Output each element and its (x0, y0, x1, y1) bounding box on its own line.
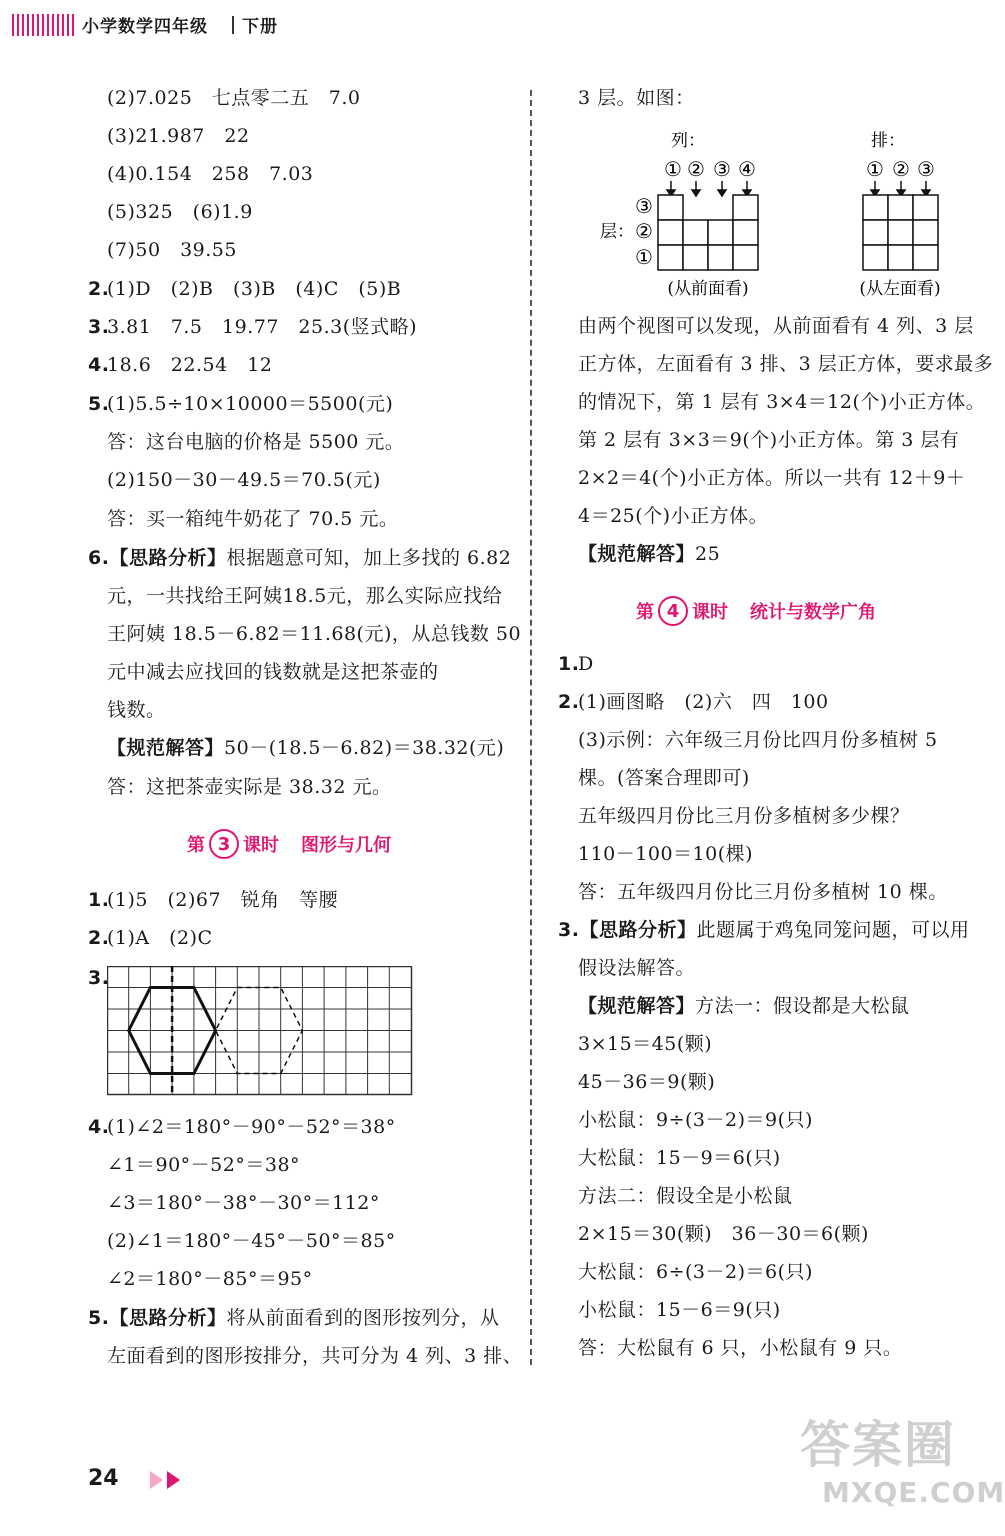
answer-line: 3.81 7.5 19.77 25.3(竖式略) (107, 316, 418, 338)
watermark-en: MXQE.COM (822, 1476, 1005, 1509)
section-heading-3 (187, 829, 391, 859)
answer-line: D (578, 653, 594, 675)
left-view-caption: (从左面看) (859, 279, 941, 299)
question-number: 1. (558, 653, 580, 675)
layer-2-marker: ② (635, 219, 653, 243)
answer-line (578, 542, 720, 566)
answer-line: 3 层。如图： (578, 87, 695, 109)
analysis-tag: 【思路分析】 (109, 547, 227, 569)
front-column-numbers (664, 157, 756, 181)
answer-line: 大松鼠：6÷(3－2)＝6(只) (578, 1261, 813, 1283)
answer-line: 4＝25(个)小正方体。 (578, 505, 769, 527)
section-suffix: 课时 (243, 835, 279, 856)
question-number: 3. (88, 967, 110, 989)
answer-line: (1)5.5÷10×10000＝5500(元) (107, 393, 394, 415)
answer-line: (3)21.987 22 (107, 125, 250, 147)
answer-line: 答：这台电脑的价格是 5500 元。 (107, 431, 405, 453)
question-number: 3. (88, 316, 110, 338)
answer-line: (2)150－30－49.5＝70.5(元) (107, 469, 381, 491)
answer-line: 元，一共找给王阿姨18.5元，那么实际应找给 (107, 585, 503, 607)
answer-line: 小松鼠：9÷(3－2)＝9(只) (578, 1109, 813, 1131)
analysis-tag: 【思路分析】 (109, 1307, 227, 1329)
analysis-text: 此题属于鸡兔同笼问题，可以用 (696, 919, 970, 941)
row-3-marker: ③ (917, 157, 935, 181)
answer-line: (7)50 39.55 (107, 239, 237, 261)
left-arrows (871, 181, 930, 196)
answer-line: 由两个视图可以发现，从前面看有 4 列、3 层 (578, 315, 974, 337)
answer-line: 假设法解答。 (578, 957, 696, 979)
analysis-text: 根据题意可知，加上多找的 6.82 (226, 547, 512, 569)
section-suffix: 课时 (692, 602, 728, 623)
front-arrows (667, 181, 751, 196)
answer-line: ∠2＝180°－85°＝95° (107, 1268, 313, 1290)
answer-line: 2×2＝4(个)小正方体。所以一共有 12＋9＋ (578, 467, 966, 489)
front-view-caption: (从前面看) (667, 279, 749, 299)
section-number-badge: 4 (658, 596, 688, 626)
arrow-decoration-icon (167, 1471, 180, 1489)
section-number-badge: 3 (209, 829, 239, 859)
hexagon-grid-figure (107, 966, 413, 1096)
answer-line: (4)0.154 258 7.03 (107, 163, 314, 185)
section-title: 统计与数学广角 (750, 602, 876, 623)
answer-line: 方法二：假设全是小松鼠 (578, 1185, 793, 1207)
answer-line: (1)5 (2)67 锐角 等腰 (107, 889, 339, 911)
arrow-decoration-icon (150, 1471, 163, 1489)
answer-line: 18.6 22.54 12 (107, 354, 273, 376)
answer-line: 王阿姨 18.5－6.82＝11.68(元)，从总钱数 50 (107, 623, 522, 645)
solution-text: 50－(18.5－6.82)＝38.32(元) (224, 737, 505, 759)
layer-numbers (635, 194, 653, 269)
answer-line: (1)A (2)C (107, 927, 213, 949)
solution-tag: 【规范解答】 (578, 995, 696, 1017)
answer-line: 元中减去应找回的钱数就是这把茶壶的 (107, 661, 439, 683)
question-number: 5. (88, 393, 110, 415)
question-number: 4. (88, 1116, 110, 1138)
answer-line: 答：这把茶壶实际是 38.32 元。 (107, 776, 392, 798)
layer-1-marker: ① (635, 245, 653, 269)
column-label: 列： (671, 131, 705, 151)
section-heading-4 (636, 596, 876, 626)
answer-line: 110－100＝10(棵) (578, 843, 754, 865)
answer-line: 钱数。 (107, 699, 166, 721)
answer-line: (2)∠1＝180°－45°－50°＝85° (107, 1230, 396, 1252)
question-number: 5. (88, 1307, 110, 1329)
answer-line: (1)D (2)B (3)B (4)C (5)B (107, 278, 402, 300)
answer-line (578, 994, 910, 1018)
row-1-marker: ① (866, 157, 884, 181)
layer-3-marker: ③ (635, 194, 653, 218)
answer-line: 45－36＝9(颗) (578, 1071, 716, 1093)
col-3-marker: ③ (713, 157, 731, 181)
answer-line: 答：五年级四月份比三月份多植树 10 棵。 (578, 881, 948, 903)
answer-line: (3)示例：六年级三月份比四月份多植树 5 (578, 729, 938, 751)
watermark-cn: 答案圈 (800, 1416, 956, 1474)
header-decoration-bars (12, 14, 74, 36)
section-prefix: 第 (187, 835, 205, 856)
question-number: 6. (88, 547, 110, 569)
section-prefix: 第 (636, 602, 654, 623)
answer-line: 棵。(答案合理即可) (578, 767, 750, 789)
solution-tag: 【规范解答】 (107, 737, 225, 759)
analysis-tag: 【思路分析】 (579, 919, 697, 941)
header-separator (232, 16, 234, 34)
question-number: 1. (88, 889, 110, 911)
col-4-marker: ④ (738, 157, 756, 181)
question-number: 2. (558, 691, 580, 713)
answer-line (107, 736, 504, 760)
answer-line: 小松鼠：15－6＝9(只) (578, 1299, 781, 1321)
answer-line: 大松鼠：15－9＝6(只) (578, 1147, 781, 1169)
row-2-marker: ② (892, 157, 910, 181)
grid-lines (107, 966, 412, 1095)
book-volume: 下册 (242, 17, 278, 37)
cube-views-figure (596, 124, 976, 304)
analysis-text: 将从前面看到的图形按列分，从 (226, 1307, 500, 1329)
column-divider (530, 90, 532, 1365)
question-number: 2. (88, 927, 110, 949)
solution-tag: 【规范解答】 (578, 543, 696, 565)
left-row-numbers (866, 157, 935, 181)
answer-line: 的情况下，第 1 层有 3×4＝12(个)小正方体。 (578, 391, 986, 413)
answer-line (88, 546, 511, 570)
answer-line: (1)∠2＝180°－90°－52°＝38° (107, 1116, 396, 1138)
layer-label: 层： (600, 222, 634, 242)
answer-line: 答：大松鼠有 6 只，小松鼠有 9 只。 (578, 1337, 903, 1359)
answer-line: (5)325 (6)1.9 (107, 201, 253, 223)
answer-line: ∠1＝90°－52°＝38° (107, 1154, 301, 1176)
col-1-marker: ① (664, 157, 682, 181)
solution-text: 方法一：假设都是大松鼠 (695, 995, 910, 1017)
solution-text: 25 (695, 543, 721, 565)
answer-line: 答：买一箱纯牛奶花了 70.5 元。 (107, 508, 399, 530)
row-label: 排： (871, 131, 905, 151)
question-number: 2. (88, 278, 110, 300)
answer-line: 2×15＝30(颗) 36－30＝6(颗) (578, 1223, 869, 1245)
answer-line (558, 918, 969, 942)
col-2-marker: ② (687, 157, 705, 181)
question-number: 4. (88, 354, 110, 376)
answer-line: 五年级四月份比三月份多植树多少棵？ (578, 805, 910, 827)
section-title: 图形与几何 (301, 835, 391, 856)
book-title: 小学数学四年级 (82, 17, 208, 37)
answer-line: (2)7.025 七点零二五 7.0 (107, 87, 361, 109)
answer-line (88, 1306, 499, 1330)
answer-line: 左面看到的图形按排分，共可分为 4 列、3 排、 (107, 1345, 523, 1367)
question-number: 3. (558, 919, 580, 941)
answer-line: ∠3＝180°－38°－30°＝112° (107, 1192, 380, 1214)
watermark-logo (800, 1415, 1005, 1525)
answer-line: 3×15＝45(颗) (578, 1033, 713, 1055)
answer-line: (1)画图略 (2)六 四 100 (578, 691, 829, 713)
front-view-squares (658, 195, 758, 270)
left-view-squares (863, 195, 938, 270)
page-number: 24 (88, 1466, 119, 1491)
answer-line: 正方体，左面看有 3 排、3 层正方体，要求最多 (578, 353, 994, 375)
answer-line: 第 2 层有 3×3＝9(个)小正方体。第 3 层有 (578, 429, 960, 451)
